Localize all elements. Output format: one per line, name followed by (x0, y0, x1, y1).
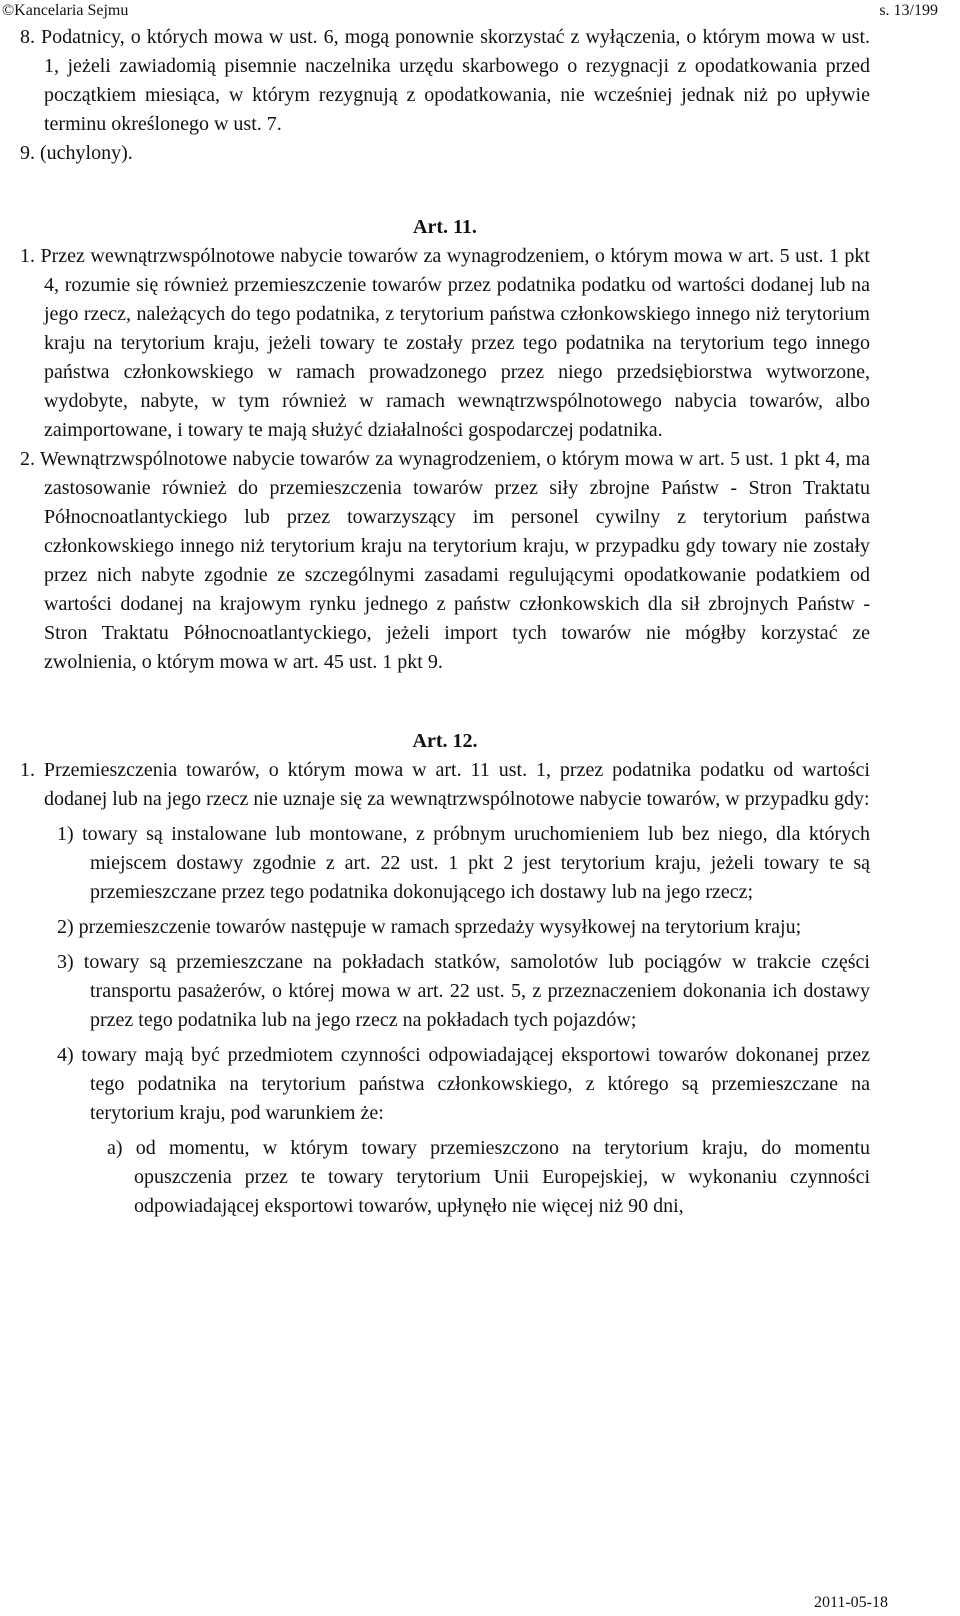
sub-list-item: a) od momentu, w którym towary przemieszczono na terytorium kraju, do momentu opuszczenia przez te towary terytorium Unii Europejskiej, w wykonaniu czynności odpowiadającej eksportowi towarów, upłynęło nie więcej niż 90 dni, (107, 1137, 870, 1217)
article-11-paragraph-1: 1. Przez wewnątrzwspólnotowe nabycie towarów za wynagrodzeniem, o którym mowa w art. 5 ust. 1 pkt 4, rozumie się również przemieszczenie towarów przez podatnika podatku od wartości dodanej lub na jego rzecz, należących do tego podatnika, z terytorium państwa członkowskiego innego niż terytorium kraju na terytorium kraju, jeżeli towary te zostały przez tego podatnika na terytorium tego innego państwa członkowskiego w ramach prowadzonego przez niego przedsiębiorstwa wytworzone, wydobyte, nabyte, w tym również w ramach wewnątrzwspólnotowego nabycia towarów, albo zaimportowane, i towary te mają służyć działalności gospodarczej podatnika. (20, 245, 870, 441)
list-item: 1) towary są instalowane lub montowane, z próbnym uruchomieniem lub bez niego, dla których miejscem dostawy zgodnie z art. 22 ust. 1 pkt 2 jest terytorium kraju, jeżeli towary te są przemieszczane przez tego podatnika dokonującego ich dostawy lub na jego rzecz; (57, 823, 870, 903)
source-label: ©Kancelaria Sejmu (2, 2, 129, 19)
document-date: 2011-05-18 (813, 1594, 888, 1611)
article-12-paragraph-1: 1. Przemieszczenia towarów, o którym mowa w art. 11 ust. 1, przez podatnika podatku od wartości dodanej lub na jego rzecz nie uznaje się za wewnątrzwspólnotowe nabycie towarów, w przypadku gdy: (20, 759, 870, 810)
page-number: s. 13/199 (879, 2, 938, 19)
document-body (20, 23, 870, 1221)
page-header (0, 0, 960, 22)
article-11-heading: Art. 11. (413, 216, 477, 238)
paragraph-8: 8. Podatnicy, o których mowa w ust. 6, mogą ponownie skorzystać z wyłączenia, o którym mowa w ust. 1, jeżeli zawiadomią pisemnie naczelnika urzędu skarbowego o rezygnacji z opodatkowania przed początkiem miesiąca, w którym rezygnują z opodatkowania, nie wcześniej jednak niż po upływie terminu określonego w ust. 7. (20, 26, 870, 135)
list-item: 4) towary mają być przedmiotem czynności odpowiadającej eksportowi towarów dokonanej przez tego podatnika na terytorium państwa członkowskiego, z którego są przemieszczane na terytorium kraju, pod warunkiem że: (57, 1044, 870, 1124)
article-11-paragraph-2: 2. Wewnątrzwspólnotowe nabycie towarów za wynagrodzeniem, o którym mowa w art. 5 ust. 1 pkt 4, ma zastosowanie również do przemieszczenia towarów przez siły zbrojne Państw - Stron Traktatu Północnoatlantyckiego lub przez towarzyszący im personel cywilny z terytorium państwa członkowskiego innego niż terytorium kraju na terytorium kraju, w przypadku gdy towary nie zostały przez nich nabyte zgodnie ze szczególnymi zasadami regulującymi opodatkowanie podatkiem od wartości dodanej na krajowym rynku jednego z państw członkowskich dla sił zbrojnych Państw - Stron Traktatu Północnoatlantyckiego, jeżeli import tych towarów nie mógłby korzystać ze zwolnienia, o którym mowa w art. 45 ust. 1 pkt 9. (20, 448, 870, 673)
list-item: 2) przemieszczenie towarów następuje w ramach sprzedaży wysyłkowej na terytorium kraju; (57, 916, 802, 938)
paragraph-9: 9. (uchylony). (20, 142, 133, 164)
list-item: 3) towary są przemieszczane na pokładach statków, samolotów lub pociągów w trakcie części transportu pasażerów, o której mowa w art. 22 ust. 5, z przeznaczeniem dokonania ich dostawy przez tego podatnika lub na jego rzecz na pokładach tych pojazdów; (57, 951, 870, 1031)
article-12-heading: Art. 12. (412, 730, 478, 752)
